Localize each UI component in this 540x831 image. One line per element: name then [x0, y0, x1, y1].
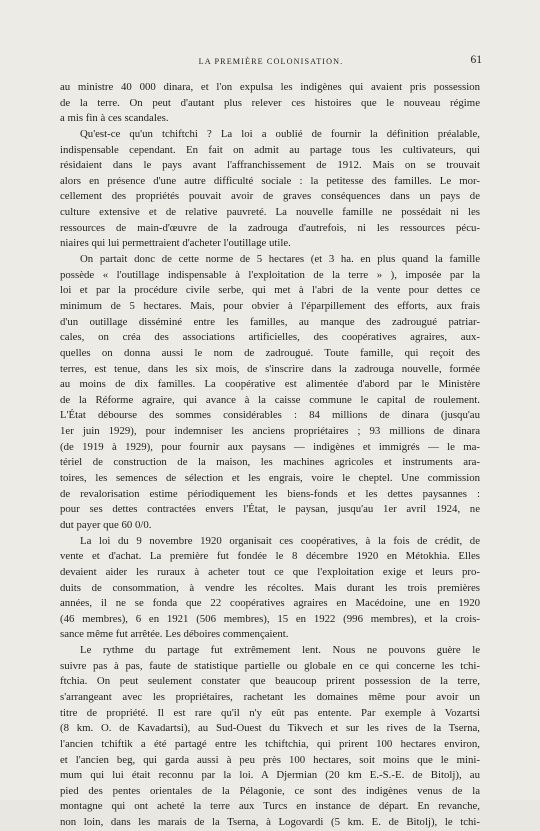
text-line: d'un outillage disséminé entre les familles, au manque des zadrougué patriar- — [60, 315, 480, 328]
text-line: alors en présence d'une autre difficulté sociale : la petitesse des familles. Le mor- — [60, 174, 480, 187]
text-line: niaires qui lui permettraient d'acheter l'outillage utile. — [60, 237, 291, 250]
text-line: cellement des propriétés pouvait avoir de graves conséquences dans un pays de — [60, 190, 480, 203]
text-line: au ministre 40 000 dinara, et l'on expulsa les indigènes qui avaient pris possession — [60, 81, 480, 93]
text-line: ftchia. On peut seulement constater que beaucoup prirent possession de la terre, — [60, 675, 480, 688]
body-text — [60, 80, 480, 831]
text-line: cales, on créa des associations artificielles, des coopératives agraires, aux- — [60, 331, 480, 344]
running-title: LA PREMIÈRE COLONISATION. — [198, 57, 344, 66]
text-line: dut payer que 60 0/0. — [60, 518, 152, 531]
text-line: On partait donc de cette norme de 5 hectares (et 3 ha. en plus quand la famille — [80, 253, 480, 266]
text-line: sance même fut arrêtée. Les déboires commençaient. — [60, 628, 289, 641]
text-line: mum qui lui était reconnu par la loi. A Djermian (20 km E.-S.-E. de Bitolj), au — [60, 769, 480, 782]
text-line: (de 1919 à 1929), pour fournir aux paysans — indigènes et immigrés — le ma- — [60, 440, 480, 453]
text-line: (46 membres), 6 en 1921 (506 membres), 15 en 1922 (996 membres), et la crois- — [60, 612, 480, 625]
text-line: devaient aider les ruraux à acheter tout ce que l'exploitation exige et leurs pro- — [60, 565, 480, 578]
text-line: suivre pas à pas, faute de statistique partielle ou globale en ce qui concerne les tchi- — [60, 659, 480, 672]
text-line: au moins de dix familles. La coopérative est alimentée d'abord par le Ministère — [60, 378, 480, 391]
text-line: de la terre. On peut d'autant plus relever ces histoires que le nouveau régime — [60, 96, 480, 109]
text-line: titre de propriété. Il est rare qu'il n'y eût pas entente. Par exemple à Vozartsi — [60, 706, 480, 719]
text-line: La loi du 9 novembre 1920 organisait ces coopératives, à la fois de crédit, de — [80, 534, 480, 547]
text-line: a mis fin à ces scandales. — [60, 112, 169, 125]
text-line: montagne qui ont acheté la terre aux Turcs en instance de départ. En revanche, — [60, 800, 480, 813]
text-line: Le rythme du partage fut extrêmement lent. Nous ne pouvons guère le — [80, 644, 480, 657]
text-line: Qu'est-ce qu'un tchiftchi ? La loi a oublié de fournir la définition préalable, — [80, 127, 480, 140]
page-number: 61 — [470, 54, 482, 66]
text-line: ressources de main-d'œuvre de la zadrouga d'autrefois, ni les ressources pécu- — [60, 221, 480, 234]
text-line: tériel de construction de la maison, les machines agricoles et instruments ara- — [60, 456, 480, 469]
text-line: duits de consommation, à vendre les récoltes. Mais durant les trois premières — [60, 581, 480, 594]
text-line: s'arrangeant avec les propriétaires, rachetant les domaines même pour avoir un — [60, 690, 480, 703]
text-line: toires, les semences de sélection et les engrais, voire le cheptel. Une commission — [60, 472, 480, 485]
text-line: minimum de 5 hectares. Mais, pour obvier à l'éparpillement des efforts, aux frais — [60, 299, 480, 312]
text-line: de la Réforme agraire, qui avance à la caisse commune le capital de roulement. — [60, 393, 480, 406]
text-line: vente et d'achat. La première fut fondée le 8 décembre 1920 en Métokhia. Elles — [60, 550, 480, 563]
text-line: années, il ne se fonda que 22 coopératives agraires en Macédoine, une en 1920 — [60, 597, 480, 610]
text-line: loi et par la procédure civile serbe, qui met à l'abri de la vente pour dettes ce — [60, 284, 480, 297]
text-line: de revalorisation estime périodiquement les biens-fonds et les dettes paysannes : — [60, 487, 480, 500]
text-line: résidaient dans le pays avant l'affranchissement de 1912. Mais on se trouvait — [60, 159, 480, 172]
text-line: quelles on donna aussi le nom de zadrougué. Toute famille, qui reçoit des — [60, 346, 480, 359]
text-line: possède « l'outillage indispensable à l'exploitation de la terre » ), imposée par la — [60, 268, 480, 281]
text-line: pied des pentes orientales de la Pélagonie, ce sont des indigènes venus de la — [60, 784, 480, 797]
text-line: culture extensive et de relative pauvreté. La nouvelle famille ne possédait ni les — [60, 206, 480, 219]
text-line: indispensable cependant. En fait on admit au partage tous les cultivateurs, qui — [60, 143, 480, 156]
text-line: et l'ancien beg, qui garda aussi à peu près 100 hectares, soit moins que le mini- — [60, 753, 480, 766]
text-line: l'ancien tchiftik a été partagé entre les tchiftchia, qui prirent 100 hectares environ, — [60, 737, 480, 750]
text-line: 1er juin 1929), pour indemniser les anciens propriétaires ; 93 millions de dinara — [60, 425, 480, 438]
text-line: pour ses dettes contractées envers l'État, le paysan, jusqu'au 1er avril 1924, ne — [60, 503, 480, 516]
running-head — [60, 54, 482, 71]
text-line: (8 km. O. de Kavadartsi), au Sud-Ouest du Tikvech et sur les rives de la Tserna, — [60, 722, 480, 735]
text-line: terres, est tenue, dans les six mois, de s'inscrire dans la zadrouga nouvelle, formée — [60, 362, 480, 375]
text-line: non loin, dans les marais de la Tserna, à Logovardi (5 km. E. de Bitolj), le tchi- — [60, 816, 480, 829]
text-line: L'État débourse des sommes considérables : 84 millions de dinara (jusqu'au — [60, 409, 480, 422]
